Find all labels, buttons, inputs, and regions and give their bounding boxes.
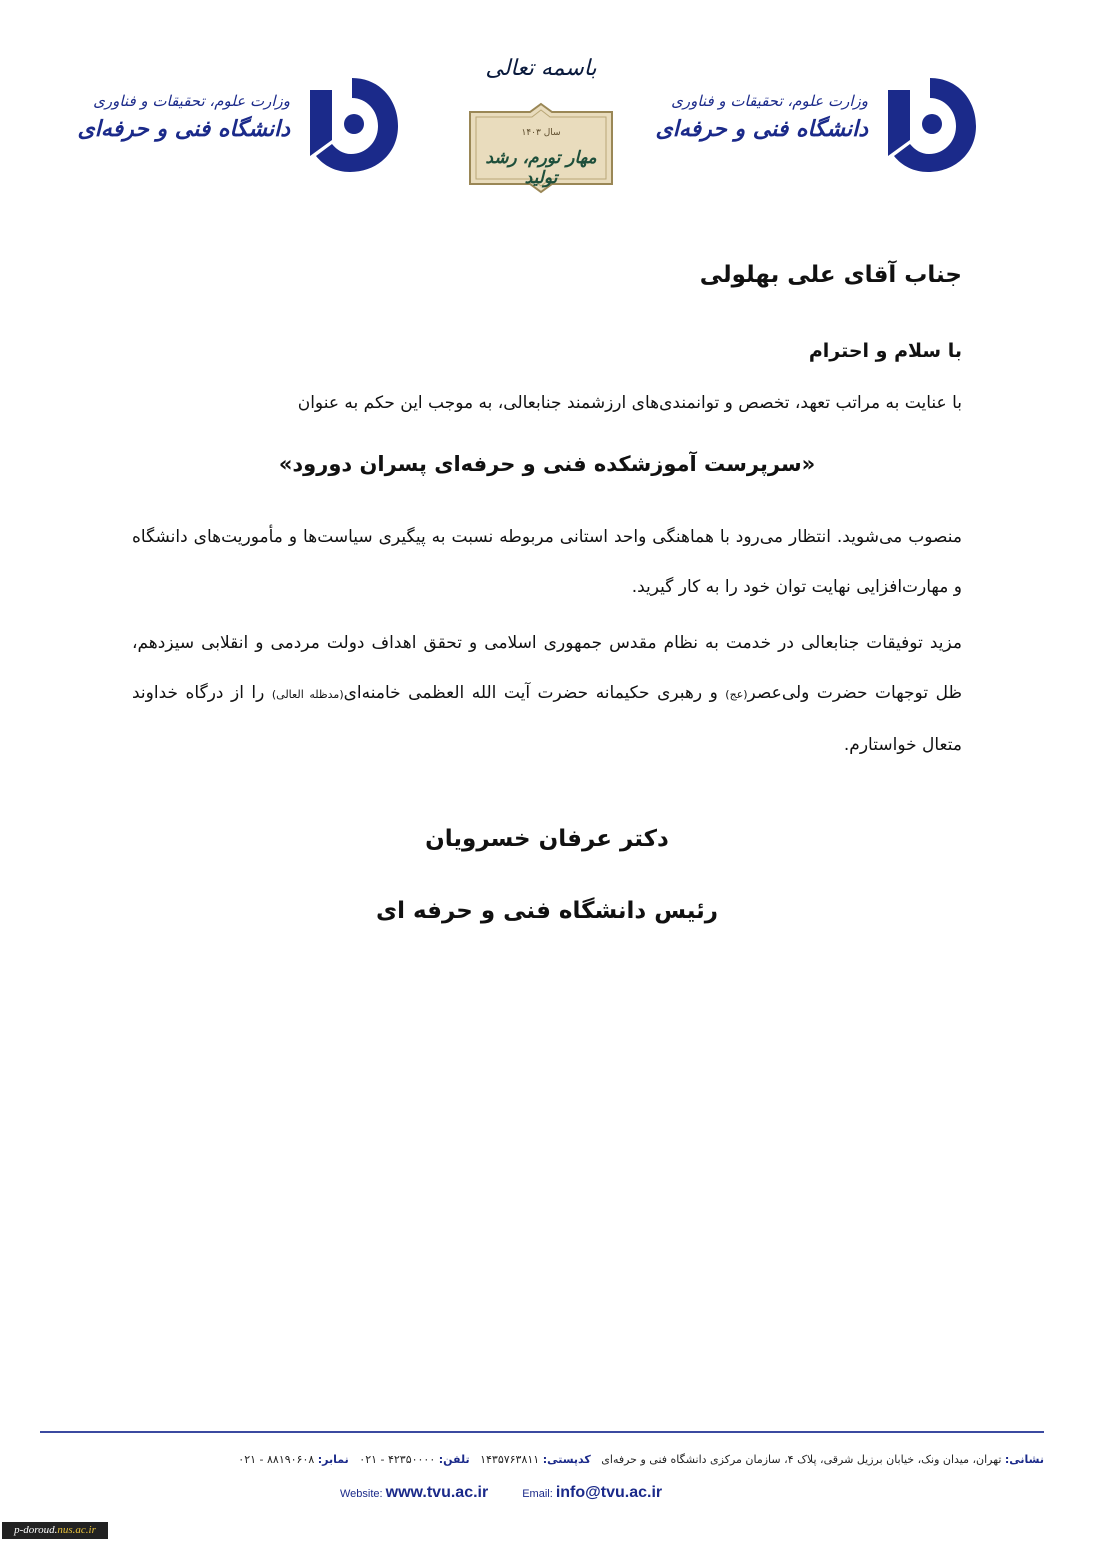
paragraph-closing [132,618,962,770]
logo-left-text [77,92,290,142]
closing-part-c: را از درگاه خداوند متعال خواستارم. [132,683,962,755]
closing-part-a: مزید توفیقات جنابعالی در خدمت به نظام مقدس جمهوری اسلامی و تحقق اهداف دولت مردمی و انقلابی سیزدهم، ظل توجهات حضرت ولی‌عصر [132,633,962,703]
postal-label: کدپستی: [542,1453,591,1466]
address-value: تهران، میدان ونک، خیابان برزیل شرقی، پلاک ۴، سازمان مرکزی دانشگاه فنی و حرفه‌ای [601,1453,1002,1466]
appointment-title: «سرپرست آموزشکده فنی و حرفه‌ای پسران دورود» [278,452,816,476]
logo-right-text [655,92,868,142]
logo-right-line2: دانشگاه فنی و حرفه‌ای [655,116,868,142]
year-slogan-emblem [462,56,620,204]
website-link[interactable]: www.tvu.ac.ir [385,1484,489,1501]
closing-honorific: (مدظله العالی) [271,688,344,701]
closing-ajj: (عج) [725,688,748,701]
phone-value: ۴۲۳۵۰۰۰۰ - ۰۲۱ [359,1453,436,1466]
site-watermark-badge [2,1522,108,1539]
email-label: Email: [522,1488,553,1500]
email-link[interactable]: info@tvu.ac.ir [555,1484,663,1501]
paragraph-intro: با عنایت به مراتب تعهد، تخصص و توانمندی‌های ارزشمند جنابعالی، به موجب این حکم به عنوان [297,393,962,413]
footer-address [40,1453,1044,1466]
year-label: سال ۱۴۰۳ [521,128,561,138]
address-label: نشانی: [1004,1453,1044,1466]
tvu-logo-icon [302,70,402,180]
signatory-name: دکتر عرفان خسرویان [425,826,669,852]
university-logo-right [655,70,980,190]
basmala: باسمه تعالی [485,56,597,81]
logo-left-line2: دانشگاه فنی و حرفه‌ای [77,116,290,142]
logo-left-line1: وزارت علوم، تحقیقات و فناوری [93,92,290,110]
paragraph-duties: منصوب می‌شوید. انتظار می‌رود با هماهنگی واحد استانی مربوطه نسبت به پیگیری سیاست‌ها و مأموریت‌های دانشگاه و مهارت‌افزایی نهایت توان خود را به کار گیرید. [132,527,962,597]
tvu-logo-icon [880,70,980,180]
website-label: Website: [340,1488,383,1500]
fax-label: نمابر: [317,1453,349,1466]
badge-domain: nus.ac.ir [57,1524,96,1536]
recipient: جناب آقای علی بهلولی [699,262,962,288]
footer-contact [340,1484,662,1502]
phone-label: تلفن: [438,1453,470,1466]
footer-divider [40,1431,1044,1433]
signatory-title: رئیس دانشگاه فنی و حرفه ای [375,898,718,924]
greeting: با سلام و احترام [808,340,962,362]
logo-right-line1: وزارت علوم، تحقیقات و فناوری [671,92,868,110]
fax-value: ۸۸۱۹۰۶۰۸ - ۰۲۱ [238,1453,315,1466]
postal-value: ۱۴۳۵۷۶۳۸۱۱ [480,1453,540,1466]
closing-part-b: و رهبری حکیمانه حضرت آیت الله العظمی خامنه‌ای [343,683,726,703]
year-slogan: مهار تورم، رشد تولید [485,148,597,188]
badge-prefix: p-doroud. [14,1524,58,1536]
university-logo-left [77,70,402,190]
